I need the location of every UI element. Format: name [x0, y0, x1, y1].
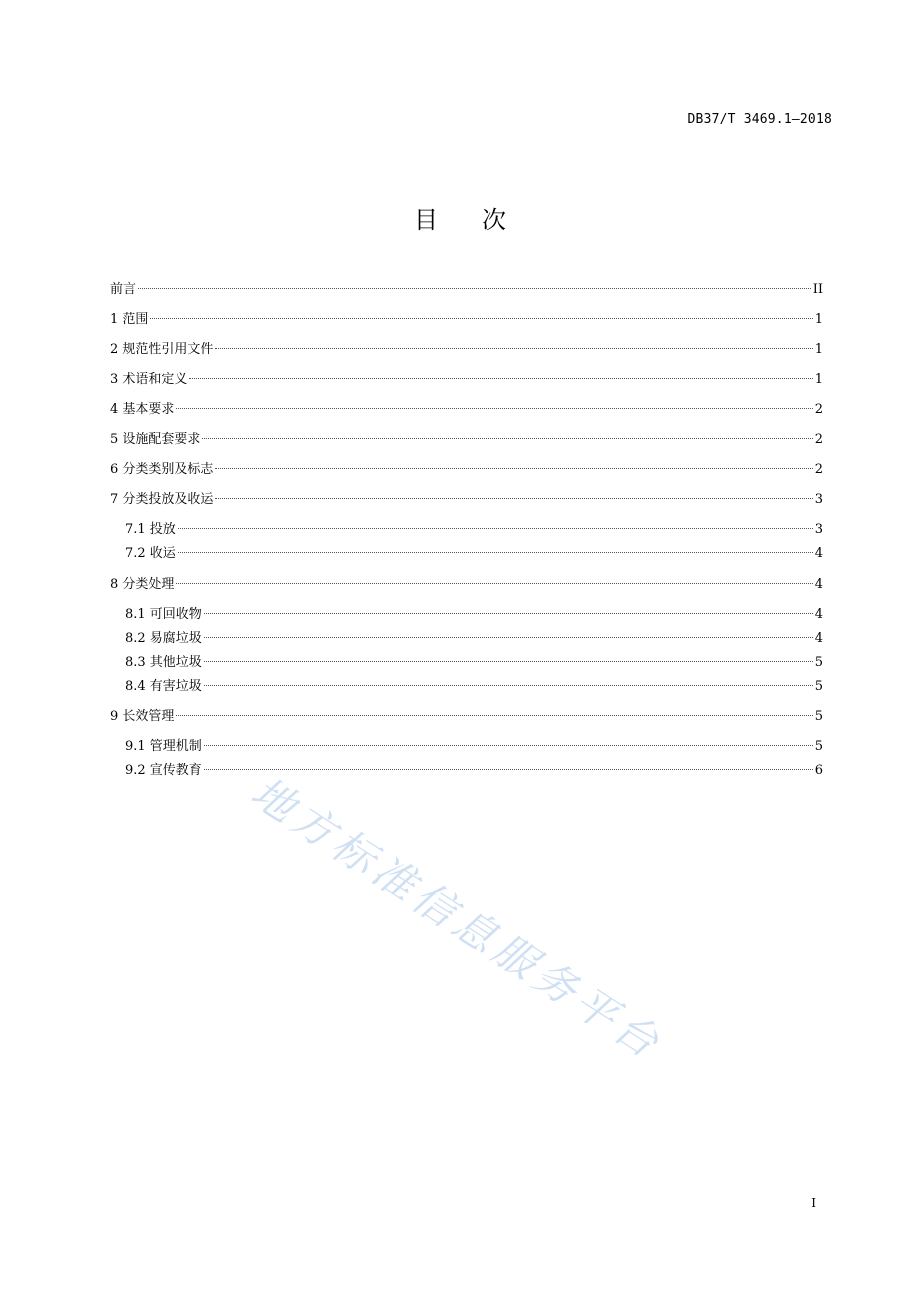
toc-entry[interactable]: [125, 520, 823, 540]
toc-entry-label: 8.2 易腐垃圾: [125, 631, 202, 646]
toc-entry[interactable]: [110, 575, 823, 595]
toc-entry[interactable]: [110, 400, 823, 420]
toc-entry-label: 4 基本要求: [110, 402, 175, 417]
toc-entry-label: 1 范围: [110, 312, 149, 327]
toc-entry-page: 4: [814, 577, 823, 592]
toc-leader-dots: [204, 745, 813, 746]
toc-entry[interactable]: [110, 340, 823, 360]
toc-leader-dots: [204, 685, 813, 686]
toc-entry-page: 5: [814, 739, 823, 754]
toc-leader-dots: [178, 528, 813, 529]
toc-entry-page: 5: [814, 679, 823, 694]
toc-entry-page: 5: [814, 709, 823, 724]
toc-entry-page: 3: [814, 522, 823, 537]
toc-entry[interactable]: [125, 761, 823, 781]
toc-entry-label: 8.1 可回收物: [125, 607, 202, 622]
toc-entry-label: 8 分类处理: [110, 577, 175, 592]
toc-entry-page: 2: [814, 432, 823, 447]
toc-entry-page: 2: [814, 462, 823, 477]
toc-entry-label: 8.4 有害垃圾: [125, 679, 202, 694]
toc-entry[interactable]: [110, 280, 823, 300]
toc-entry[interactable]: [110, 490, 823, 510]
toc-entry[interactable]: [125, 677, 823, 697]
toc-leader-dots: [215, 468, 812, 469]
toc-entry[interactable]: [110, 310, 823, 330]
toc-entry[interactable]: [110, 707, 823, 727]
toc-entry-label: 9.2 宣传教育: [125, 763, 202, 778]
toc-entry[interactable]: [110, 460, 823, 480]
toc-leader-dots: [215, 498, 812, 499]
toc-entry-page: 4: [814, 631, 823, 646]
toc-entry-page: 6: [814, 763, 823, 778]
page-number: I: [811, 1196, 816, 1210]
toc-leader-dots: [202, 438, 812, 439]
toc-entry-page: 5: [814, 655, 823, 670]
toc-entry-page: 4: [814, 546, 823, 561]
toc-entry-label: 7 分类投放及收运: [110, 492, 214, 507]
toc-leader-dots: [176, 715, 812, 716]
toc-entry-label: 8.3 其他垃圾: [125, 655, 202, 670]
toc-entry-label: 7.2 收运: [125, 546, 176, 561]
toc-entry-page: 1: [814, 312, 823, 327]
toc-leader-dots: [189, 378, 812, 379]
toc-entry[interactable]: [125, 653, 823, 673]
toc-entry-label: 前言: [110, 282, 137, 297]
toc-entry-label: 2 规范性引用文件: [110, 342, 214, 357]
toc-leader-dots: [204, 769, 813, 770]
toc-entry-label: 9.1 管理机制: [125, 739, 202, 754]
toc-entry[interactable]: [110, 370, 823, 390]
toc-leader-dots: [150, 318, 812, 319]
toc-entry-page: 2: [814, 402, 823, 417]
toc-entry-page: 1: [814, 342, 823, 357]
toc-leader-dots: [176, 583, 812, 584]
toc-entry-page: 1: [814, 372, 823, 387]
toc-entry[interactable]: [125, 605, 823, 625]
toc-entry-label: 7.1 投放: [125, 522, 176, 537]
toc-entry-label: 5 设施配套要求: [110, 432, 201, 447]
toc-leader-dots: [176, 408, 812, 409]
toc-leader-dots: [215, 348, 812, 349]
toc-leader-dots: [178, 552, 813, 553]
toc-entry-page: 4: [814, 607, 823, 622]
toc-leader-dots: [204, 613, 813, 614]
toc-entry-page: II: [812, 282, 823, 297]
toc-leader-dots: [204, 637, 813, 638]
toc-entry[interactable]: [125, 737, 823, 757]
toc-entry-label: 3 术语和定义: [110, 372, 188, 387]
toc-entry-label: 6 分类类别及标志: [110, 462, 214, 477]
document-code: DB37/T 3469.1—2018: [687, 112, 832, 127]
toc-leader-dots: [138, 288, 811, 289]
toc-entry[interactable]: [110, 430, 823, 450]
toc-entry-label: 9 长效管理: [110, 709, 175, 724]
toc-entry[interactable]: [125, 629, 823, 649]
toc-leader-dots: [204, 661, 813, 662]
watermark: [228, 760, 748, 1080]
toc-entry[interactable]: [125, 544, 823, 564]
watermark-text: 地方标准信息服务平台: [242, 767, 672, 1070]
toc-entry-page: 3: [814, 492, 823, 507]
toc-title: 目次: [414, 206, 550, 234]
